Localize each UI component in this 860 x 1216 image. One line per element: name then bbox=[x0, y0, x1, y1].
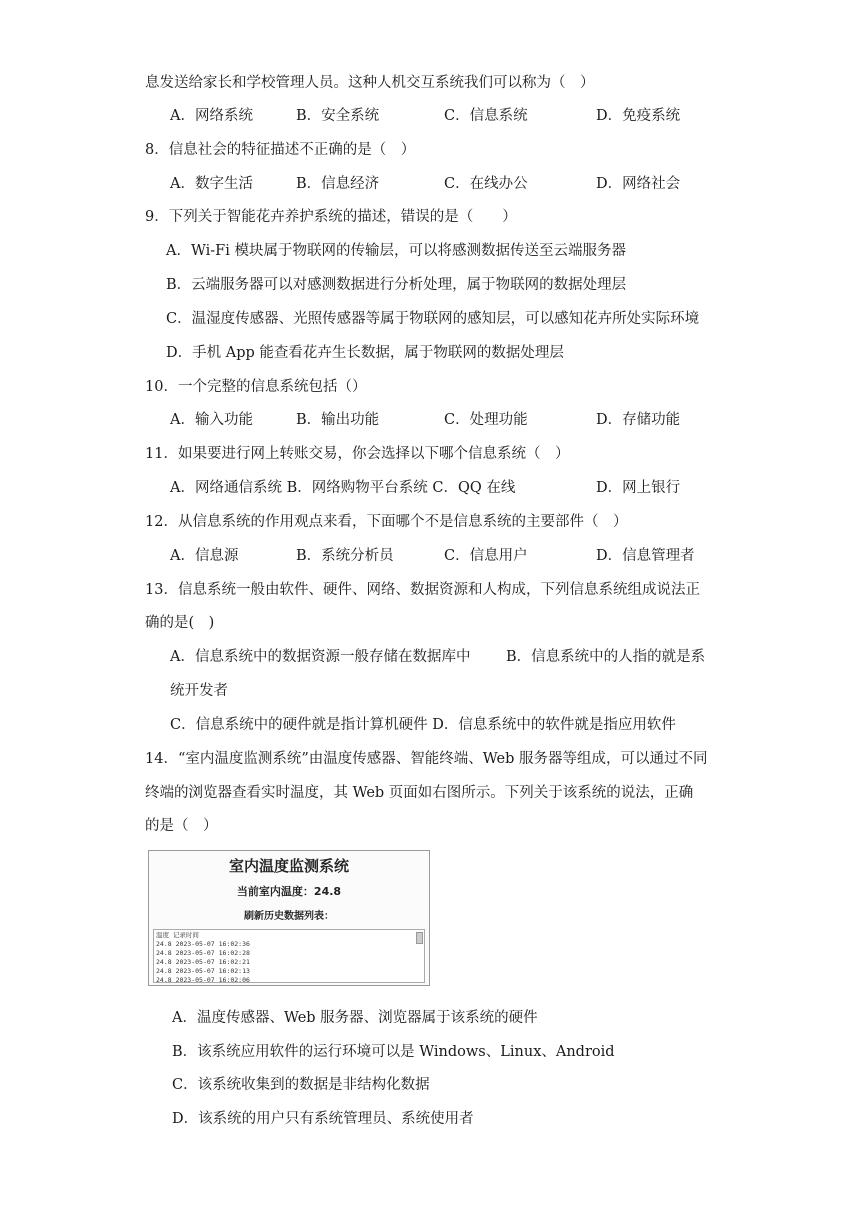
screenshot-title: 室内温度监测系统 bbox=[228, 857, 349, 875]
screenshot-current-temp: 当前室内温度：24.8 bbox=[236, 885, 342, 898]
q8-option-b: B．信息经济 bbox=[296, 176, 380, 192]
q10-option-c: C．处理功能 bbox=[444, 412, 528, 428]
q8-option-c: C．在线办公 bbox=[444, 176, 528, 192]
list-header: 温度 记录时间 bbox=[156, 931, 199, 939]
q14-option-c: C．该系统收集到的数据是非结构化数据 bbox=[172, 1077, 430, 1093]
q9-option-c: C．温湿度传感器、光照传感器等属于物联网的感知层，可以感知花卉所处实际环境 bbox=[166, 311, 700, 327]
q14-option-d: D．该系统的用户只有系统管理员、系统使用者 bbox=[172, 1111, 474, 1127]
q14-stem-line1: 14．“室内温度监测系统”由温度传感器、智能终端、Web 服务器等组成，可以通过不同 bbox=[145, 751, 708, 767]
q13-option-a: A．信息系统中的数据资源一般存储在数据库中 bbox=[170, 649, 471, 665]
q10-option-b: B．输出功能 bbox=[296, 412, 380, 428]
list-item: 24.8 2023-05-07 16:02:28 bbox=[156, 949, 250, 957]
q8-option-a: A．数字生活 bbox=[170, 176, 253, 192]
q12-option-d: D．信息管理者 bbox=[596, 548, 695, 564]
q9-option-b: B．云端服务器可以对感测数据进行分析处理，属于物联网的数据处理层 bbox=[166, 277, 627, 293]
q13-stem-line2: 确的是( ) bbox=[145, 615, 215, 631]
q7-option-a: A．网络系统 bbox=[170, 108, 253, 124]
q13-option-b: B．信息系统中的人指的就是系 bbox=[506, 649, 706, 665]
q13-stem-line1: 13．信息系统一般由软件、硬件、网络、数据资源和人构成，下列信息系统组成说法正 bbox=[145, 582, 700, 598]
screenshot-history-label: 刷新历史数据列表： bbox=[244, 911, 334, 922]
q12-stem: 12．从信息系统的作用观点来看，下面哪个不是信息系统的主要部件（ ） bbox=[145, 514, 628, 530]
screenshot-history-list bbox=[153, 929, 425, 983]
q13-option-cd: C．信息系统中的硬件就是指计算机硬件 D．信息系统中的软件就是指应用软件 bbox=[170, 717, 676, 733]
q14-option-a: A．温度传感器、Web 服务器、浏览器属于该系统的硬件 bbox=[172, 1010, 538, 1026]
q12-option-b: B．系统分析员 bbox=[296, 548, 394, 564]
list-item: 24.8 2023-05-07 16:02:06 bbox=[156, 976, 250, 983]
q8-option-d: D．网络社会 bbox=[596, 176, 681, 192]
list-item: 24.8 2023-05-07 16:02:36 bbox=[156, 940, 250, 948]
scrollbar-thumb bbox=[416, 932, 423, 944]
q10-option-d: D．存储功能 bbox=[596, 412, 681, 428]
q11-stem: 11．如果要进行网上转账交易，你会选择以下哪个信息系统（ ） bbox=[145, 446, 570, 462]
q7-stem-tail: 息发送给家长和学校管理人员。这种人机交互系统我们可以称为（ ） bbox=[145, 75, 595, 91]
list-item: 24.8 2023-05-07 16:02:21 bbox=[156, 958, 250, 966]
q10-option-a: A．输入功能 bbox=[170, 412, 253, 428]
q12-option-c: C．信息用户 bbox=[444, 548, 528, 564]
q7-option-d: D．免疫系统 bbox=[596, 108, 681, 124]
q14-stem-line3: 的是（ ） bbox=[145, 818, 218, 834]
q9-option-a: A．Wi-Fi 模块属于物联网的传输层，可以将感测数据传送至云端服务器 bbox=[166, 243, 626, 259]
q10-stem: 10．一个完整的信息系统包括（） bbox=[145, 379, 367, 395]
q8-stem: 8．信息社会的特征描述不正确的是（ ） bbox=[145, 142, 416, 158]
q9-option-d: D．手机 App 能查看花卉生长数据，属于物联网的数据处理层 bbox=[166, 345, 564, 361]
q11-option-d: D．网上银行 bbox=[596, 480, 681, 496]
q14-option-b: B．该系统应用软件的运行环境可以是 Windows、Linux、Android bbox=[172, 1044, 615, 1060]
q12-option-a: A．信息源 bbox=[170, 548, 239, 564]
q7-option-c: C．信息系统 bbox=[444, 108, 528, 124]
q7-option-b: B．安全系统 bbox=[296, 108, 380, 124]
list-item: 24.8 2023-05-07 16:02:13 bbox=[156, 967, 250, 975]
q14-stem-line2: 终端的浏览器查看实时温度，其 Web 页面如右图所示。下列关于该系统的说法，正确 bbox=[145, 785, 694, 801]
temperature-monitor-screenshot bbox=[148, 850, 430, 986]
q13-option-b-cont: 统开发者 bbox=[170, 683, 228, 699]
q11-option-abc: A．网络通信系统 B．网络购物平台系统 C．QQ 在线 bbox=[170, 480, 516, 496]
q9-stem: 9．下列关于智能花卉养护系统的描述，错误的是（ ） bbox=[145, 209, 517, 225]
